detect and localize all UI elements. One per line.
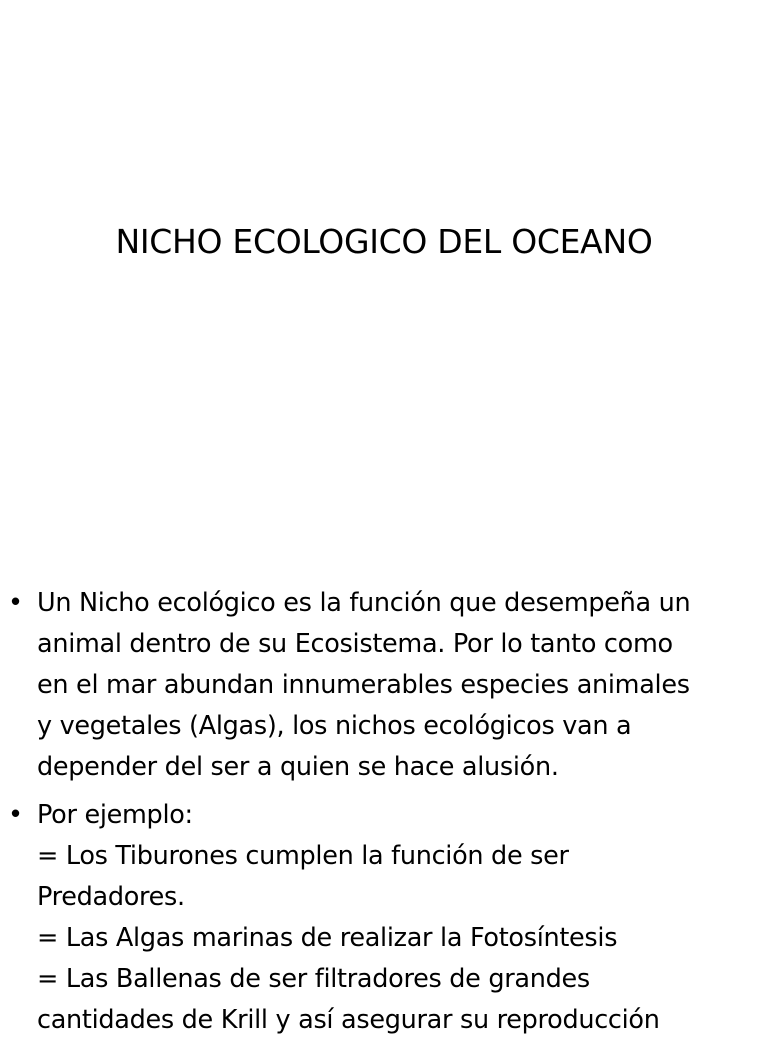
bullet-text-line: depender del ser a quien se hace alusión. [37,752,559,782]
slide-title: NICHO ECOLOGICO DEL OCEANO [115,222,653,261]
bullet-list [0,583,768,1041]
bullet-icon: • [8,800,23,830]
bullet-text-line: = Las Algas marinas de realizar la Fotosíntesis [37,923,618,953]
bullet-text-line: = Los Tiburones cumplen la función de ser [37,841,569,871]
bullet-text-line: en el mar abundan innumerables especies animales [37,670,690,700]
bullet-text-line: animal dentro de su Ecosistema. Por lo tanto como [37,629,673,659]
bullet-text-line: y vegetales (Algas), los nichos ecológicos van a [37,711,632,741]
bullet-icon: • [8,588,23,618]
bullet-item-definition [0,583,768,788]
bullet-text-line: Predadores. [37,882,185,912]
bullet-text-line: Un Nicho ecológico es la función que desempeña un [37,588,691,618]
bullet-text-line: Por ejemplo: [37,800,193,830]
bullet-item-examples [0,795,768,1041]
bullet-text-line: cantidades de Krill y así asegurar su reproducción [37,1005,660,1035]
bullet-text-line: = Las Ballenas de ser filtradores de grandes [37,964,590,994]
